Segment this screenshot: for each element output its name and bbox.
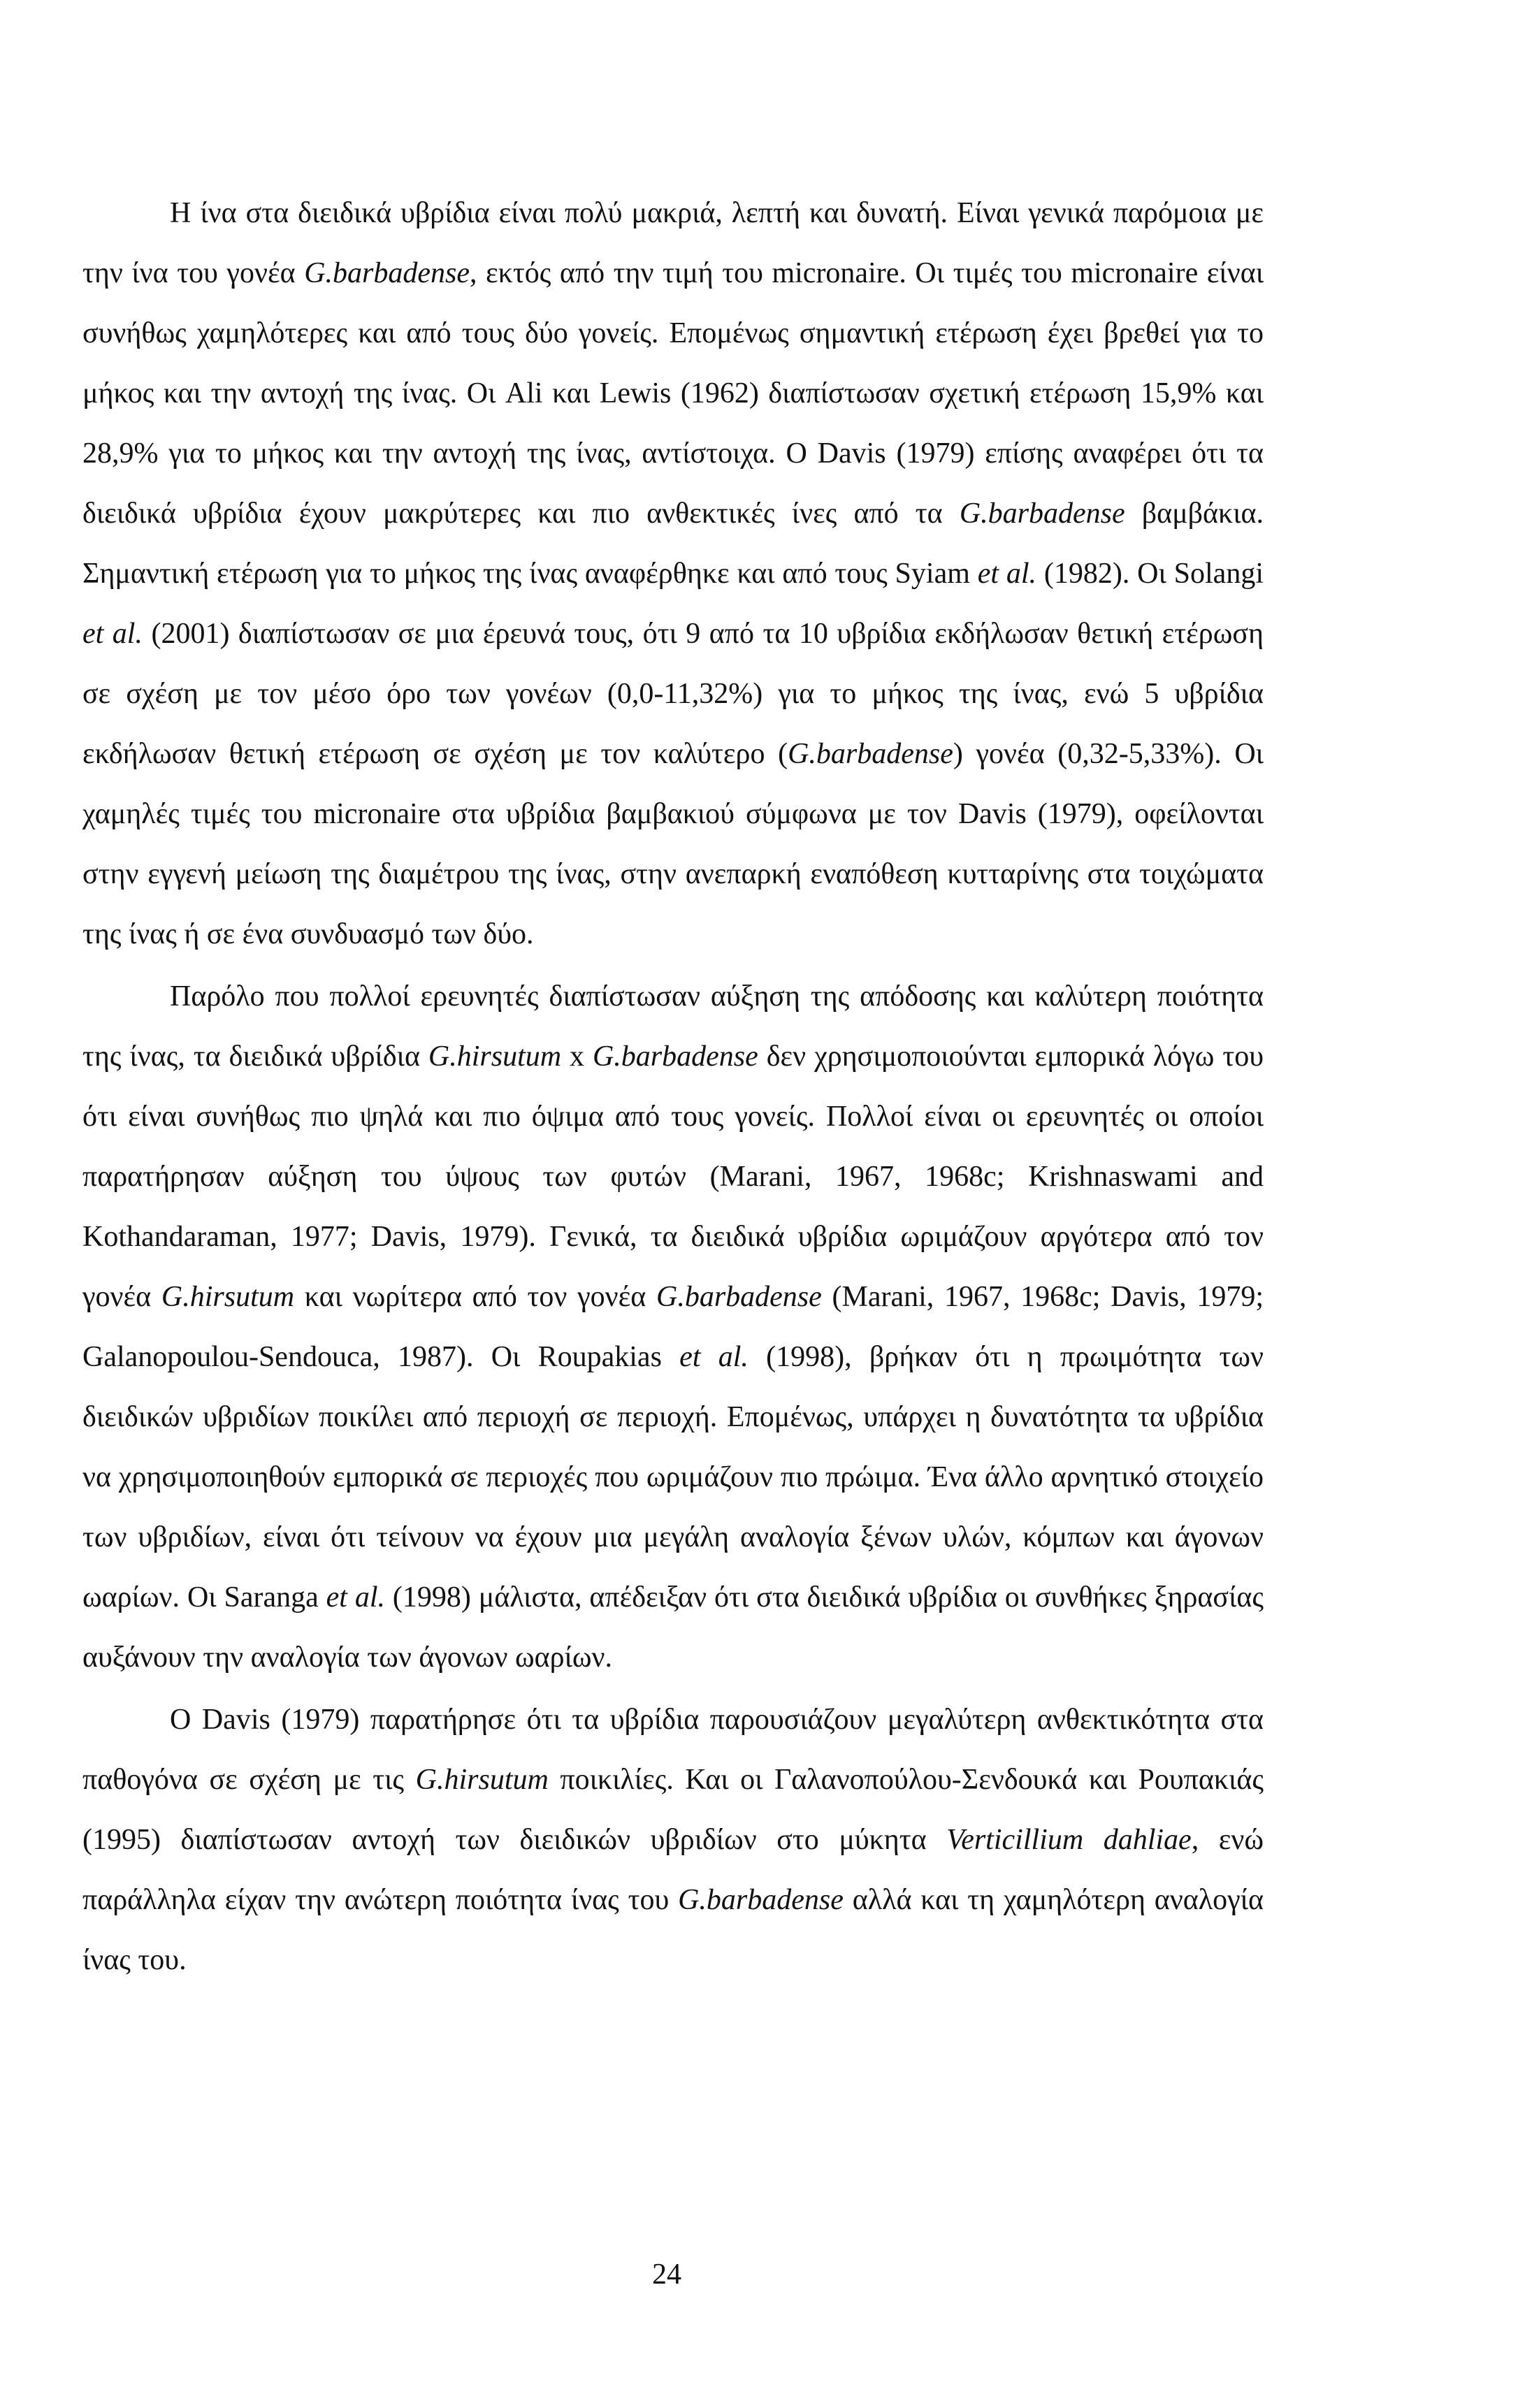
text-run: ποικιλίες. Και οι Γαλανοπούλου-Σενδουκά και Ρουπακιάς (1995) διαπίστωσαν αντοχή των διειδικών υβριδίων στο μύκητα bbox=[82, 1764, 1264, 1856]
italic-term: G.barbadense bbox=[304, 257, 470, 289]
text-run: , ενώ παράλληλα είχαν την ανώτερη ποιότητα ίνας του bbox=[82, 1824, 1264, 1916]
text-run: Η ίνα στα διειδικά υβρίδια είναι πολύ μακριά, λεπτή και δυνατή. Είναι γενικά παρόμοια με την ίνα του γονέα bbox=[82, 197, 1264, 289]
italic-term: G.barbadense bbox=[678, 1884, 844, 1916]
text-run: (1982). Οι Solangi bbox=[1036, 558, 1264, 590]
text-run: Ο Davis (1979) παρατήρησε ότι τα υβρίδια παρουσιάζουν μεγαλύτερη ανθεκτικότητα στα παθογόνα σε σχέση με τις bbox=[82, 1704, 1264, 1796]
italic-term: G.hirsutum bbox=[415, 1764, 549, 1796]
text-run: αλλά και τη χαμηλότερη αναλογία ίνας του. bbox=[82, 1884, 1264, 1976]
paragraph-2 bbox=[82, 966, 1264, 1688]
text-run: ) γονέα (0,32-5,33%). Οι χαμηλές τιμές του micronaire στα υβρίδια βαμβακιού σύμφωνα με τον Davis (1979), οφείλονται στην εγγενή μείωση της διαμέτρου της ίνας, στην ανεπαρκή εναπόθεση κυτταρίνης στα τοιχώματα της ίνας ή σε ένα συνδυασμό των δύο. bbox=[82, 738, 1264, 950]
text-run: βαμβάκια. Σημαντική ετέρωση για το μήκος της ίνας αναφέρθηκε και από τους Syiam bbox=[82, 498, 1264, 590]
paragraph-3 bbox=[82, 1690, 1264, 1990]
body-text bbox=[82, 183, 1264, 1990]
italic-term: et al. bbox=[977, 558, 1037, 590]
text-run: , εκτός από την τιμή του micronaire. Οι τιμές του micronaire είναι συνήθως χαμηλότερες και από τους δύο γονείς. Επομένως σημαντική ετέρωση έχει βρεθεί για το μήκος και την αντοχή της ίνας. Οι Ali και Lewis (1962) διαπίστωσαν σχετική ετέρωση 15,9% και 28,9% για το μήκος και την αντοχή της ίνας, αντίστοιχα. Ο Davis (1979) επίσης αναφέρει ότι τα διειδικά υβρίδια έχουν μακρύτερες και πιο ανθεκτικές ίνες από τα bbox=[82, 257, 1264, 530]
text-run: (Marani, 1967, 1968c; Davis, 1979; Galanopoulou-Sendouca, 1987). Οι Roupakias bbox=[82, 1281, 1264, 1373]
text-run: και νωρίτερα από τον γονέα bbox=[294, 1281, 656, 1313]
text-run: (1998) μάλιστα, απέδειξαν ότι στα διειδικά υβρίδια οι συνθήκες ξηρασίας αυξάνουν την αναλογία των άγονων ωαρίων. bbox=[82, 1581, 1264, 1674]
text-run: (2001) διαπίστωσαν σε μια έρευνά τους, ότι 9 από τα 10 υβρίδια εκδήλωσαν θετική ετέρωση σε σχέση με τον μέσο όρο των γονέων (0,0-11,32%) για το μήκος της ίνας, ενώ 5 υβρίδια εκδήλωσαν θετική ετέρωση σε σχέση με τον καλύτερο ( bbox=[82, 618, 1264, 770]
italic-term: et al. bbox=[82, 618, 143, 650]
italic-term: G.barbadense bbox=[592, 1040, 758, 1073]
italic-term: G.hirsutum bbox=[428, 1040, 562, 1073]
page-number: 24 bbox=[652, 2258, 681, 2291]
italic-term: et al. bbox=[326, 1581, 386, 1613]
text-run: δεν χρησιμοποιούνται εμπορικά λόγω του ότι είναι συνήθως πιο ψηλά και πιο όψιμα από τους γονείς. Πολλοί είναι οι ερευνητές οι οποίοι παρατήρησαν αύξηση του ύψους των φυτών (Marani, 1967, 1968c; Krishnaswami and Kothandaraman, 1977; Davis, 1979). Γενικά, τα διειδικά υβρίδια ωριμάζουν αργότερα από τον γονέα bbox=[82, 1040, 1264, 1313]
italic-term: G.barbadense bbox=[656, 1281, 822, 1313]
text-run: (1998), βρήκαν ότι η πρωιμότητα των διειδικών υβριδίων ποικίλει από περιοχή σε περιοχή. Επομένως, υπάρχει η δυνατότητα τα υβρίδια να χρησιμοποιηθούν εμπορικά σε περιοχές που ωριμάζουν πιο πρώιμα. Ένα άλλο αρνητικό στοιχείο των υβριδίων, είναι ότι τείνουν να έχουν μια μεγάλη αναλογία ξένων υλών, κόμπων και άγονων ωαρίων. Οι Saranga bbox=[82, 1341, 1264, 1613]
italic-term: Verticillium dahliae bbox=[946, 1824, 1192, 1856]
italic-term: G.hirsutum bbox=[161, 1281, 295, 1313]
italic-term: et al. bbox=[679, 1341, 749, 1373]
italic-term: G.barbadense bbox=[959, 498, 1125, 530]
text-run: Παρόλο που πολλοί ερευνητές διαπίστωσαν αύξηση της απόδοσης και καλύτερη ποιότητα της ίνας, τα διειδικά υβρίδια bbox=[82, 980, 1264, 1073]
paragraph-1 bbox=[82, 183, 1264, 964]
italic-term: G.barbadense bbox=[788, 738, 953, 770]
text-run: x bbox=[561, 1040, 593, 1073]
